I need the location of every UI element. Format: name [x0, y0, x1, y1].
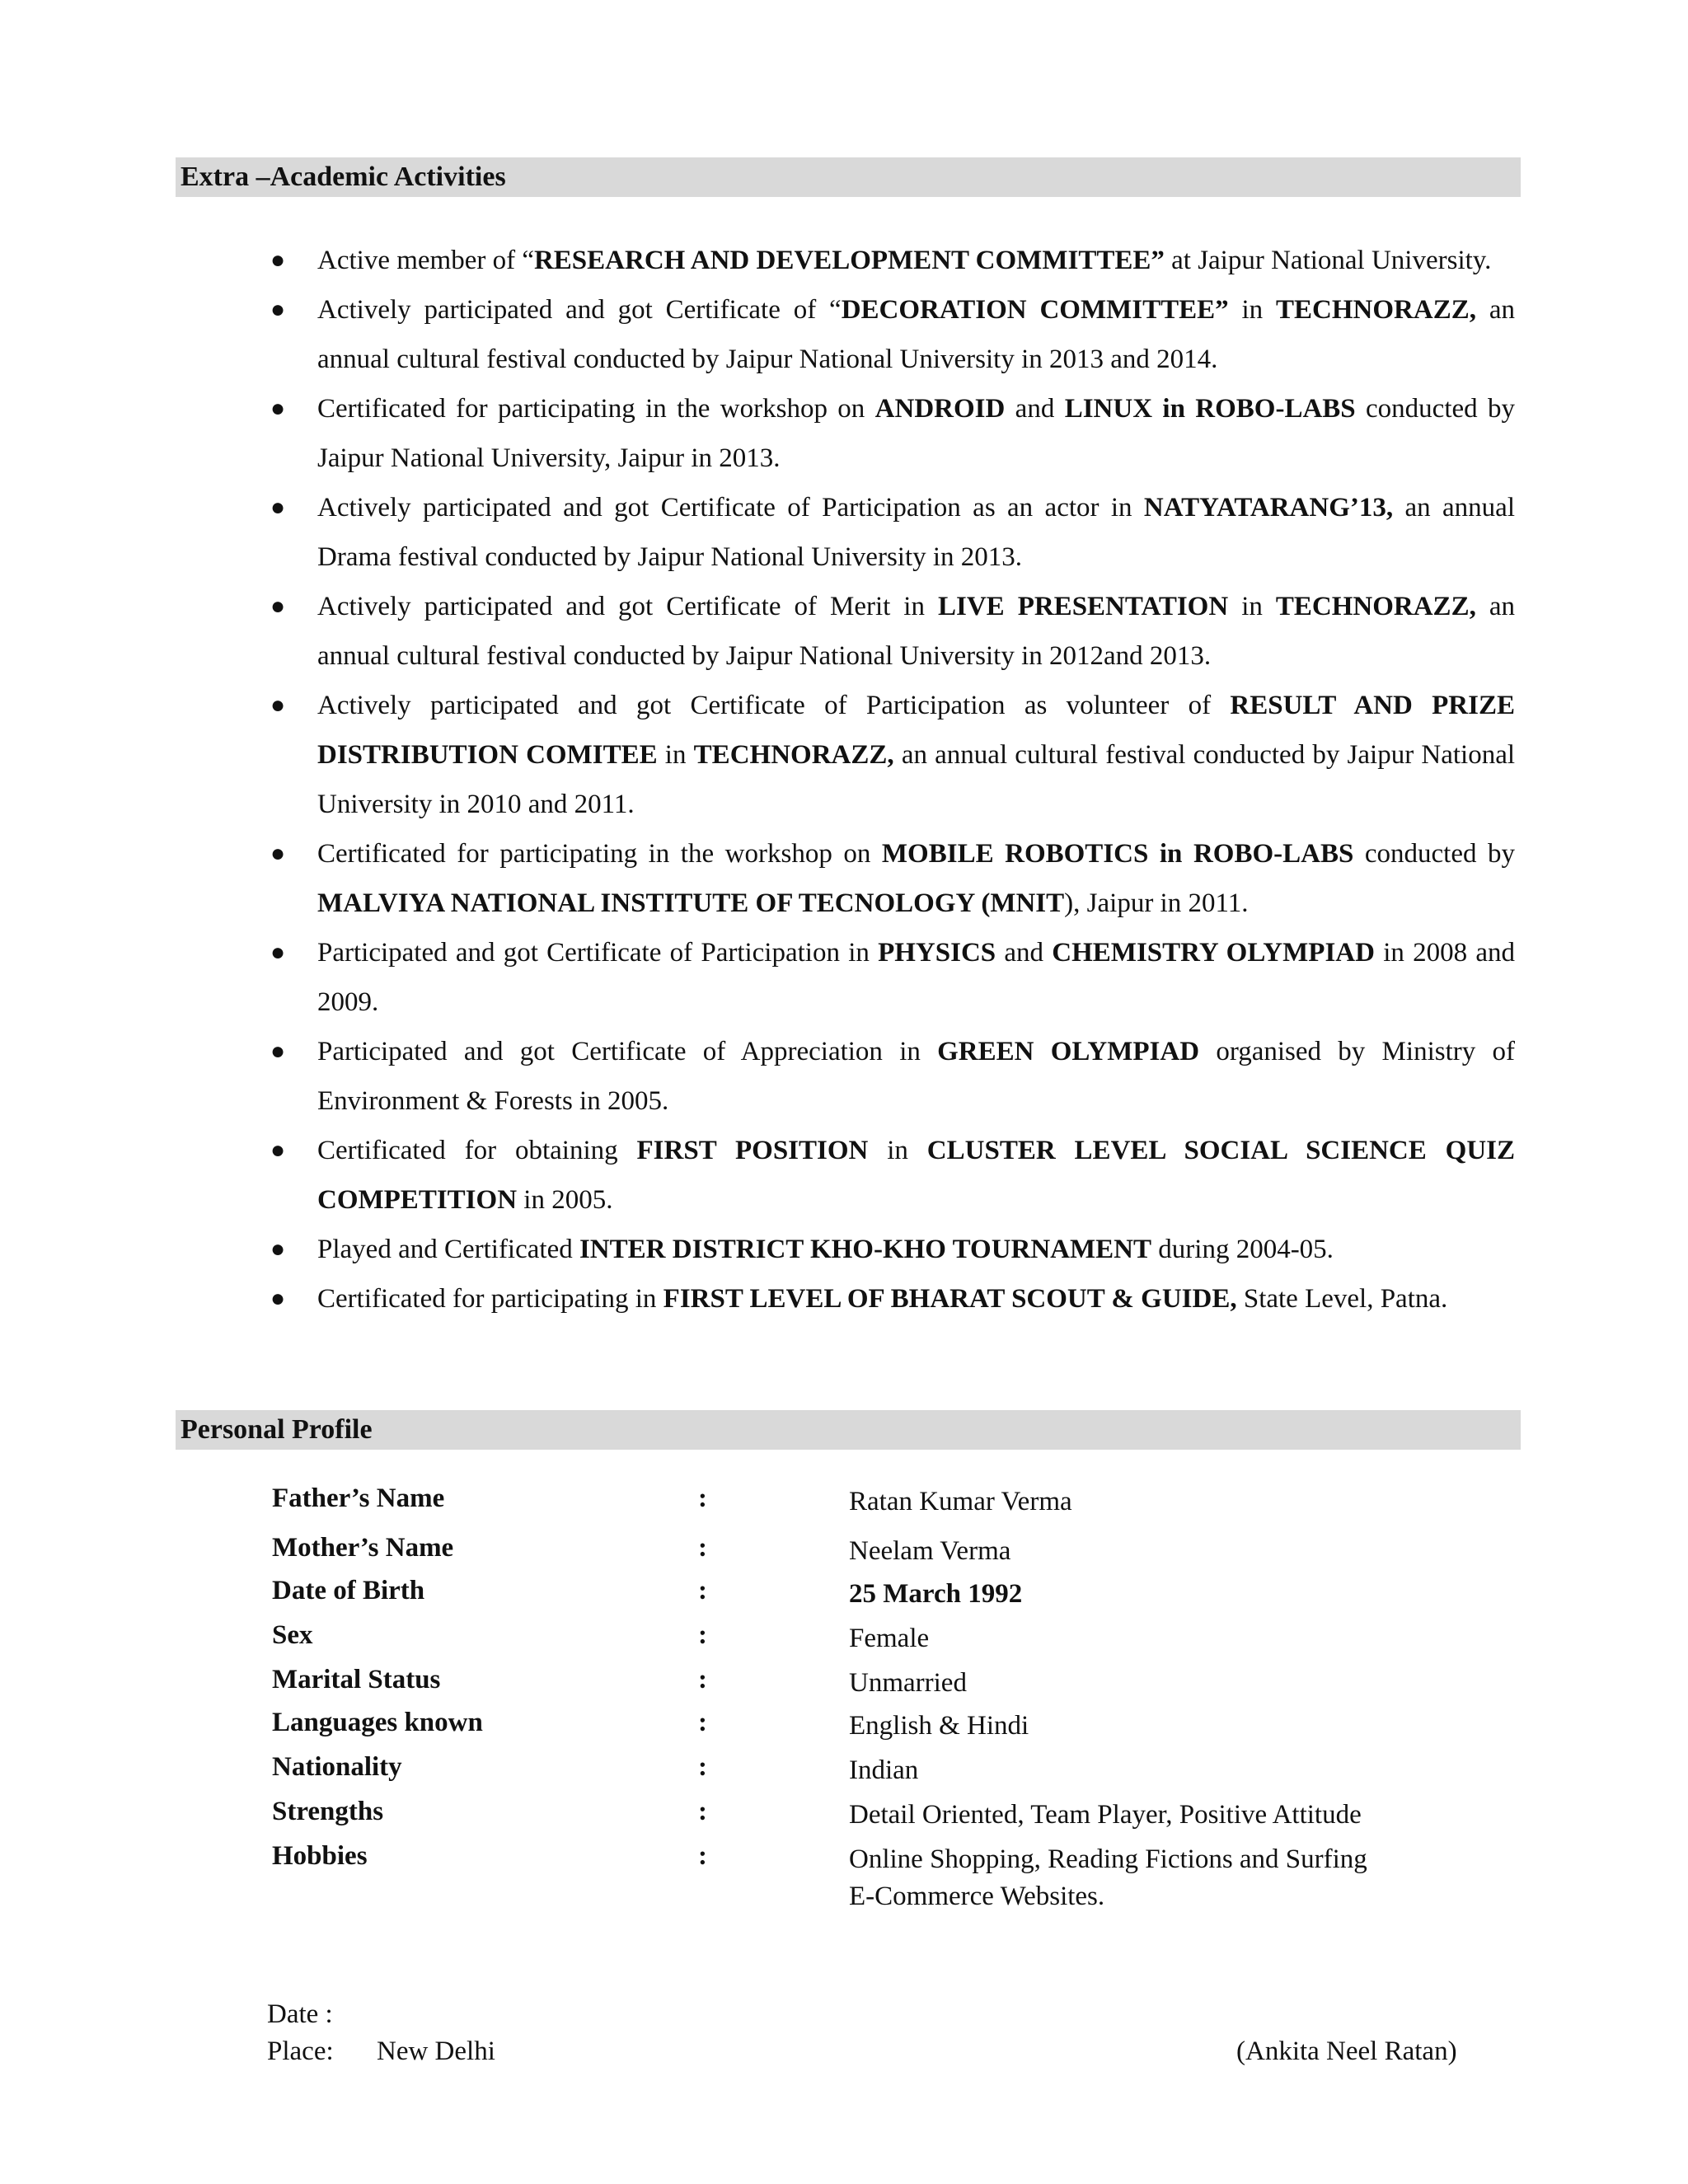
activity-text: Certificated for participating in	[317, 1284, 663, 1314]
activity-text: Participated and got Certificate of Participation in	[317, 938, 879, 968]
profile-label: Father’s Name	[272, 1483, 445, 1513]
activity-highlight: LIVE PRESENTATION	[937, 592, 1229, 621]
activity-item	[176, 1274, 1521, 1324]
activity-item	[176, 928, 1521, 1027]
profile-separator: :	[698, 1483, 707, 1513]
profile-value: 25 March 1992	[849, 1579, 1023, 1609]
profile-separator: :	[698, 1576, 707, 1605]
activity-highlight: CLUSTER LEVEL SOCIAL SCIENCE QUIZ COMPETITION	[317, 1136, 1516, 1215]
profile-separator: :	[698, 1841, 707, 1871]
activity-highlight: RESEARCH AND DEVELOPMENT COMMITTEE”	[533, 246, 1165, 275]
activity-text: Actively participated and got Certificate of “	[317, 295, 842, 325]
profile-label: Date of Birth	[272, 1576, 425, 1605]
profile-row	[272, 1483, 1426, 1528]
bullet-icon: ●	[270, 1137, 286, 1164]
bullet-icon: ●	[270, 494, 286, 521]
activity-highlight: TECHNORAZZ,	[693, 740, 894, 770]
activity-text: Actively participated and got Certificate of Merit in	[317, 592, 938, 621]
profile-row	[272, 1841, 1426, 1911]
activity-text: and	[996, 938, 1053, 968]
profile-value	[849, 1841, 1426, 1915]
profile-row	[272, 1533, 1426, 1577]
profile-separator: :	[698, 1665, 707, 1694]
activity-text: during 2004-05.	[1151, 1235, 1334, 1264]
activity-highlight: INTER DISTRICT KHO-KHO TOURNAMENT	[579, 1235, 1152, 1264]
activity-text: Certificated for participating in the workshop on	[317, 394, 875, 424]
profile-value: English & Hindi	[849, 1711, 1029, 1741]
activity-text: in	[1228, 295, 1277, 325]
profile-value-line: Online Shopping, Reading Fictions and Surfing	[849, 1844, 1367, 1874]
activity-highlight: LINUX in ROBO-LABS	[1064, 394, 1356, 424]
activity-highlight: FIRST LEVEL OF BHARAT SCOUT & GUIDE,	[663, 1284, 1237, 1314]
activity-item	[176, 829, 1521, 928]
profile-row	[272, 1665, 1426, 1709]
profile-value: Female	[849, 1624, 930, 1653]
activity-text: State Level, Patna.	[1236, 1284, 1448, 1314]
activity-item	[176, 1027, 1521, 1126]
activity-text: Active member of “	[317, 246, 534, 275]
activities-list	[176, 236, 1521, 1324]
activity-item	[176, 285, 1521, 384]
activity-text: in	[1228, 592, 1276, 621]
profile-row	[272, 1797, 1426, 1841]
profile-value: Neelam Verma	[849, 1536, 1011, 1566]
activity-highlight: MALVIYA NATIONAL INSTITUTE OF TECNOLOGY (MNIT	[317, 888, 1065, 918]
bullet-icon: ●	[270, 395, 286, 422]
activity-item	[176, 384, 1521, 483]
activity-text: at Jaipur National University.	[1164, 246, 1492, 275]
activity-text: an annual cultural festival conducted by Jaipur National University in 2013 and 2014.	[317, 295, 1515, 374]
bullet-icon: ●	[270, 1038, 286, 1065]
activity-highlight: DECORATION COMMITTEE”	[841, 295, 1229, 325]
personal-profile-header: Personal Profile	[176, 1410, 1521, 1450]
bullet-icon: ●	[270, 939, 286, 966]
activity-text: in 2005.	[517, 1185, 613, 1215]
activity-text: Certificated for obtaining	[317, 1136, 637, 1165]
activity-text: an annual Drama festival conducted by Jaipur National University in 2013.	[317, 493, 1515, 572]
activity-text: in	[868, 1136, 927, 1165]
activity-text: Actively participated and got Certificate of Participation as volunteer of	[317, 691, 1231, 720]
activity-text: Actively participated and got Certificate of Participation as an actor in	[317, 493, 1144, 523]
bullet-icon: ●	[270, 246, 286, 274]
place-value: New Delhi	[377, 2036, 495, 2066]
activity-item	[176, 582, 1521, 681]
activity-highlight: CHEMISTRY OLYMPIAD	[1052, 938, 1375, 968]
activity-highlight: PHYSICS	[878, 938, 996, 968]
activity-item	[176, 1126, 1521, 1225]
profile-row	[272, 1708, 1426, 1752]
signature-name: (Ankita Neel Ratan)	[1236, 2036, 1457, 2066]
profile-row	[272, 1752, 1426, 1797]
activity-text: ), Jaipur in 2011.	[1064, 888, 1249, 918]
activity-highlight: RESULT AND PRIZE DISTRIBUTION COMITEE	[317, 691, 1515, 770]
bullet-icon: ●	[270, 1285, 286, 1312]
profile-separator: :	[698, 1708, 707, 1737]
bullet-icon: ●	[270, 840, 286, 867]
activity-item	[176, 236, 1521, 285]
profile-separator: :	[698, 1533, 707, 1563]
profile-value: Ratan Kumar Verma	[849, 1487, 1072, 1516]
activity-highlight: GREEN OLYMPIAD	[937, 1037, 1200, 1066]
activity-item	[176, 681, 1521, 829]
profile-row	[272, 1576, 1426, 1620]
activity-highlight: ANDROID	[874, 394, 1006, 424]
profile-separator: :	[698, 1620, 707, 1650]
activity-text: conducted by	[1353, 839, 1516, 869]
activity-highlight: NATYATARANG’13,	[1143, 493, 1394, 523]
profile-row	[272, 1620, 1426, 1665]
profile-value-line: E-Commerce Websites.	[849, 1882, 1105, 1911]
profile-value: Unmarried	[849, 1668, 967, 1698]
activity-text: an annual cultural festival conducted by Jaipur National University in 2010 and 2011.	[317, 740, 1516, 819]
extra-academic-header: Extra –Academic Activities	[176, 157, 1521, 197]
profile-label: Sex	[272, 1620, 313, 1650]
activity-text: an annual cultural festival conducted by Jaipur National University in 2012and 2013.	[317, 592, 1515, 671]
profile-label: Hobbies	[272, 1841, 368, 1871]
bullet-icon: ●	[270, 691, 286, 719]
activity-item	[176, 483, 1521, 582]
activity-text: and	[1005, 394, 1065, 424]
activity-highlight: TECHNORAZZ,	[1276, 295, 1476, 325]
activity-text: Participated and got Certificate of Appreciation in	[317, 1037, 938, 1066]
activity-text: organised by Ministry of Environment & Forests in 2005.	[317, 1037, 1515, 1116]
activity-text: in	[657, 740, 694, 770]
profile-separator: :	[698, 1752, 707, 1782]
activity-highlight: FIRST POSITION	[636, 1136, 869, 1165]
profile-separator: :	[698, 1797, 707, 1826]
date-label: Date :	[267, 1999, 333, 2029]
profile-label: Strengths	[272, 1797, 384, 1826]
bullet-icon: ●	[270, 296, 286, 323]
place-label: Place:	[267, 2036, 334, 2066]
profile-value: Indian	[849, 1755, 919, 1785]
profile-label: Nationality	[272, 1752, 402, 1782]
activity-item	[176, 1225, 1521, 1274]
activity-text: in 2008 and 2009.	[317, 938, 1515, 1017]
activity-text: conducted by Jaipur National University, Jaipur in 2013.	[317, 394, 1515, 473]
bullet-icon: ●	[270, 1235, 286, 1263]
profile-label: Mother’s Name	[272, 1533, 454, 1563]
profile-label: Marital Status	[272, 1665, 441, 1694]
activity-highlight: TECHNORAZZ,	[1275, 592, 1476, 621]
bullet-icon: ●	[270, 593, 286, 620]
profile-value: Detail Oriented, Team Player, Positive Attitude	[849, 1800, 1362, 1830]
activity-text: Played and Certificated	[317, 1235, 579, 1264]
profile-label: Languages known	[272, 1708, 483, 1737]
activity-highlight: MOBILE ROBOTICS in ROBO-LABS	[881, 839, 1354, 869]
activity-text: Certificated for participating in the workshop on	[317, 839, 882, 869]
